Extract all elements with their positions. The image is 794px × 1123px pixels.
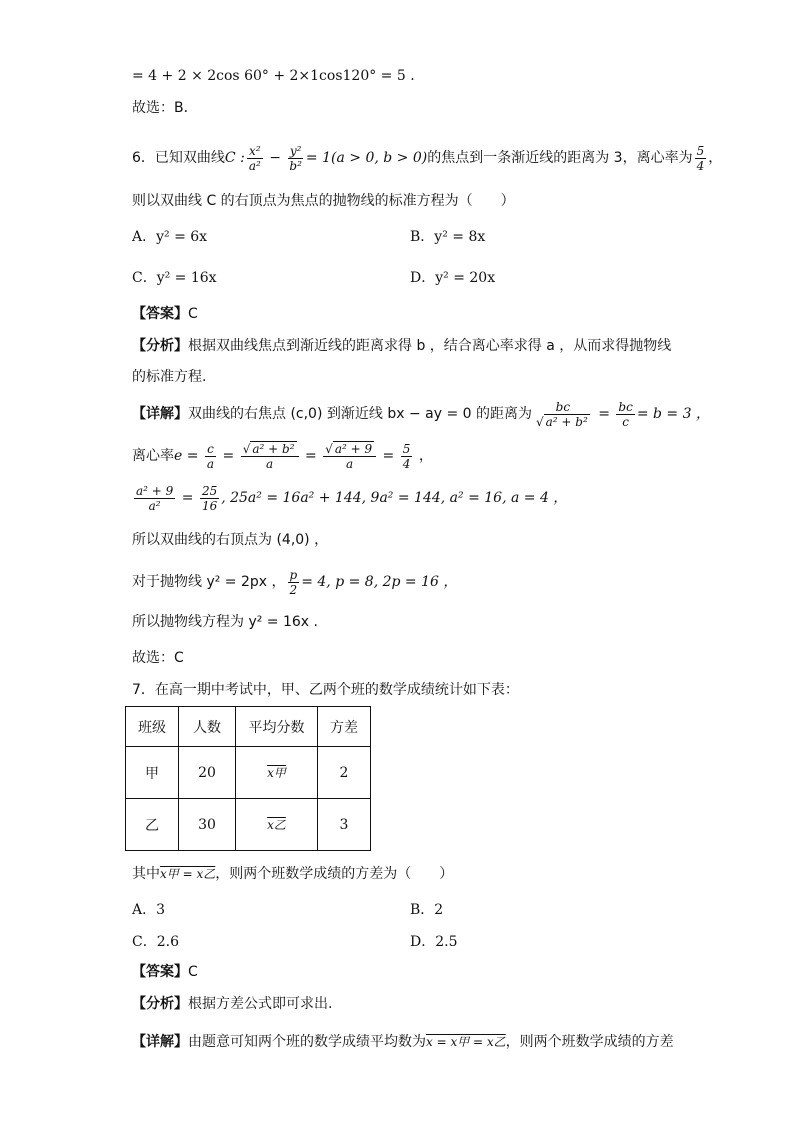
q6-vertex: 所以双曲线的右顶点为 (4,0) ， — [132, 532, 329, 548]
q6-option-a[interactable]: A．y² = 6x — [132, 229, 208, 245]
q6-detail-ecc: 离心率e = $\frac{c}{a}$ = $\frac{\text{√ a² + b²}}{a}$ = $\frac{\text{√ a² + 9}}{a}$ = $\frac{5}{4}$ ， — [132, 441, 433, 471]
table-cell: 20 — [179, 747, 236, 799]
table-cell: 乙 — [126, 799, 179, 851]
q7-analysis: 【分析】根据方差公式即可求出. — [132, 996, 333, 1012]
q6-stem: 6．已知双曲线C : $\frac{\text{x²}}{\text{a²}}$ − $\frac{\text{y²}}{\text{b²}}$ = 1(a > 0, b > 0)的焦点到一条渐近线的距离为 3，离心率为 $\frac{5}{4}$ ， — [132, 143, 723, 173]
prev-solution-line: = 4 + 2 × 2cos 60° + 2×1cos120° = 5 . — [132, 68, 415, 84]
q6-option-d[interactable]: D．y² = 20x — [410, 270, 496, 286]
q7-option-b[interactable]: B．2 — [410, 902, 444, 918]
q6-answer: 【答案】C — [132, 306, 198, 322]
q7-option-a[interactable]: A．3 — [132, 902, 166, 918]
table-cell: 2 — [318, 747, 371, 799]
q6-analysis: 【分析】根据双曲线焦点到渐近线的距离求得 b ，结合离心率求得 a ，从而求得抛物线 — [132, 338, 672, 354]
q6-stem-line2: 则以双曲线 C 的右顶点为焦点的抛物线的标准方程为（ ） — [132, 193, 515, 209]
table-header: 人数 — [179, 707, 236, 747]
q7-detail: 【详解】由题意可知两个班的数学成绩平均数为x = x甲 = x乙，则两个班数学成绩的方差 — [132, 1034, 674, 1050]
table-cell: 30 — [179, 799, 236, 851]
table-cell: 甲 — [126, 747, 179, 799]
q6-parabola-calc: 对于抛物线 y² = 2px ， $\frac{p}{2}$ = 4, p = 8, 2p = 16 ， — [132, 567, 458, 597]
q6-parabola-eq: 所以抛物线方程为 y² = 16x . — [132, 614, 318, 630]
q7-stem: 7．在高一期中考试中，甲、乙两个班的数学成绩统计如下表： — [132, 682, 519, 698]
q7-option-c[interactable]: C．2.6 — [132, 934, 179, 950]
q7-score-table — [125, 706, 371, 851]
table-cell: 3 — [318, 799, 371, 851]
q6-detail-solve: $\frac{\text{a² + 9}}{\text{a²}}$ = $\frac{25}{16}$ , 25a² = 16a² + 144, 9a² = 144, a² = 16, a = 4 ， — [136, 483, 568, 513]
table-header: 方差 — [318, 707, 371, 747]
q6-choose: 故选：C — [132, 650, 184, 666]
q6-option-c[interactable]: C．y² = 16x — [132, 270, 217, 286]
q6-detail-line1: 【详解】双曲线的右焦点 (c,0) 到渐近线 bx − ay = 0 的距离为 $\frac{bc}{\text{√ a² + b²}}$ = $\frac{bc}{c}$ = b = 3 ， — [132, 399, 710, 429]
prev-choice-line: 故选：B． — [132, 100, 198, 116]
table-header: 班级 — [126, 707, 179, 747]
q7-option-d[interactable]: D．2.5 — [410, 934, 458, 950]
q7-answer: 【答案】C — [132, 964, 198, 980]
q7-condition: 其中x甲 = x乙，则两个班数学成绩的方差为（ ） — [132, 866, 454, 882]
q6-option-b[interactable]: B．y² = 8x — [410, 229, 486, 245]
table-cell: x甲 — [236, 747, 318, 799]
table-header: 平均分数 — [236, 707, 318, 747]
q6-analysis-line2: 的标准方程. — [132, 369, 207, 385]
table-cell: x乙 — [236, 799, 318, 851]
